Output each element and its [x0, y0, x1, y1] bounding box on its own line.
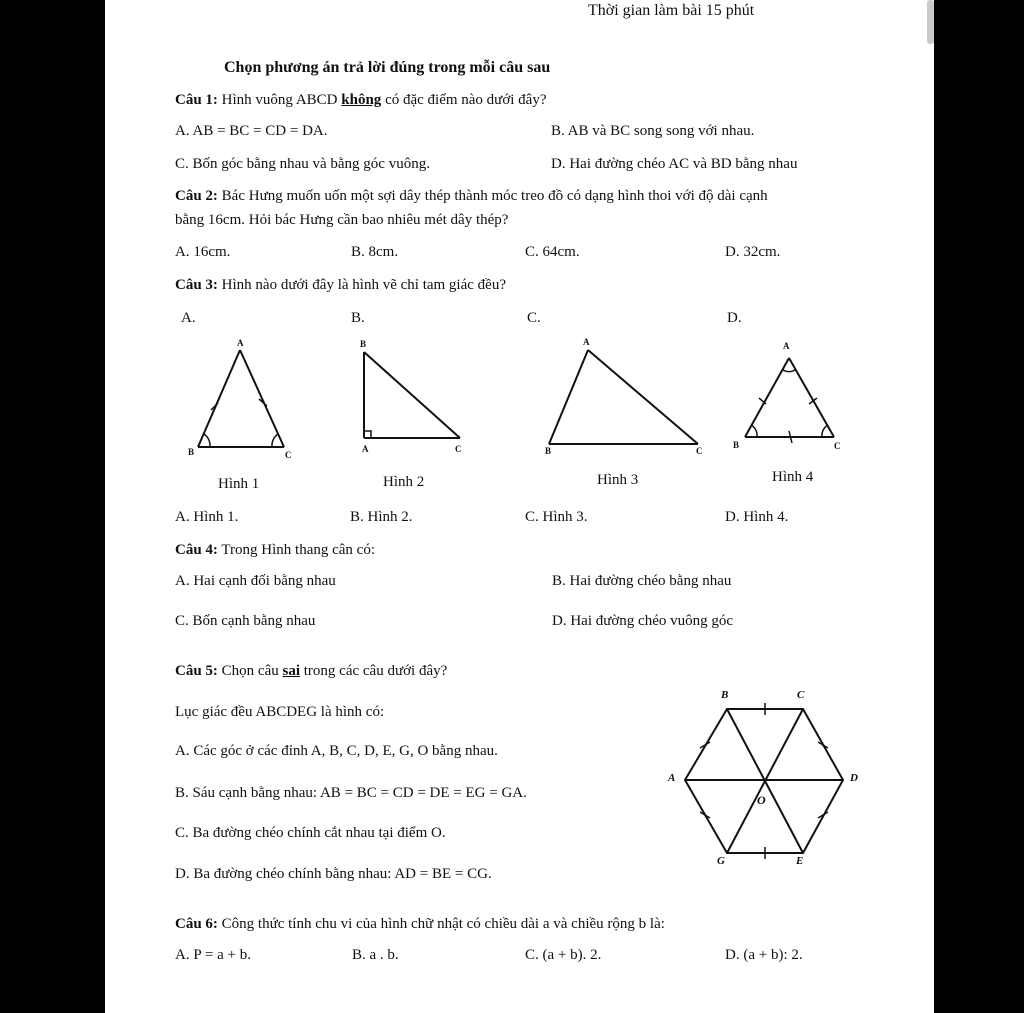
q3-col-label-a: A. — [181, 310, 196, 326]
hex-vertex-e: E — [796, 855, 804, 867]
q5-intro: Lục giác đều ABCDEG là hình có: — [175, 704, 385, 720]
q6-text: Công thức tính chu vi của hình chữ nhật có chiều dài a và chiều rộng b là: — [221, 916, 665, 932]
time-limit: Thời gian làm bài 15 phút — [588, 2, 755, 19]
hex-vertex-g: G — [717, 855, 725, 867]
q1-option-d: D. Hai đường chéo AC và BD bằng nhau — [551, 156, 798, 172]
q5-option-d: D. Ba đường chéo chính bằng nhau: AD = BE = CG. — [175, 866, 492, 882]
q4-text: Trong Hình thang cân có: — [221, 542, 376, 558]
caption-hinh-4: Hình 4 — [772, 469, 814, 485]
fig3-vertex-c: C — [696, 446, 703, 456]
caption-hinh-2: Hình 2 — [383, 474, 425, 490]
q4-option-b: B. Hai đường chéo bằng nhau — [552, 573, 732, 589]
q4-label: Câu 4: — [175, 542, 218, 558]
q3-label: Câu 3: — [175, 277, 218, 293]
q3-text: Hình nào dưới đây là hình vẽ chỉ tam giác đều? — [221, 277, 506, 293]
q1-option-c: C. Bốn góc bằng nhau và bằng góc vuông. — [175, 156, 430, 172]
q2-option-a: A. 16cm. — [175, 244, 231, 260]
q6-option-b: B. a . b. — [352, 947, 399, 963]
fig4-vertex-b: B — [733, 440, 740, 450]
q3-option-a: A. Hình 1. — [175, 509, 239, 525]
fig1-vertex-c: C — [285, 450, 292, 460]
hex-center-o: O — [757, 793, 766, 807]
q5-text-pre: Chọn câu — [221, 663, 279, 679]
q2-label: Câu 2: — [175, 188, 218, 204]
q3-option-d: D. Hình 4. — [725, 509, 789, 525]
q1-emphasis: không — [341, 92, 382, 108]
q4-option-a: A. Hai cạnh đối bằng nhau — [175, 573, 336, 589]
fig3-vertex-a: A — [583, 337, 590, 347]
instruction-heading: Chọn phương án trả lời đúng trong mỗi câu sau — [224, 59, 551, 76]
q5-text-post: trong các câu dưới đây? — [303, 663, 448, 679]
q5-option-a: A. Các góc ở các đỉnh A, B, C, D, E, G, O bằng nhau. — [175, 743, 498, 759]
q5-label: Câu 5: — [175, 663, 218, 679]
q1-label: Câu 1: — [175, 92, 218, 108]
q3-col-label-c: C. — [527, 310, 541, 326]
caption-hinh-3: Hình 3 — [597, 472, 639, 488]
hex-vertex-c: C — [797, 689, 805, 701]
q6-option-d: D. (a + b): 2. — [725, 947, 803, 963]
fig1-vertex-a: A — [237, 338, 244, 348]
q6-option-a: A. P = a + b. — [175, 947, 251, 963]
question-6 — [175, 915, 665, 933]
q4-option-d: D. Hai đường chéo vuông góc — [552, 613, 734, 629]
q5-option-c: C. Ba đường chéo chính cắt nhau tại điểm O. — [175, 825, 446, 841]
q2-option-c: C. 64cm. — [525, 244, 580, 260]
q3-option-c: C. Hình 3. — [525, 509, 588, 525]
q3-option-b: B. Hình 2. — [350, 509, 413, 525]
fig2-vertex-a: A — [362, 444, 369, 454]
q3-col-label-d: D. — [727, 310, 742, 326]
q1-option-b: B. AB và BC song song với nhau. — [551, 123, 755, 139]
q5-option-b: B. Sáu cạnh bằng nhau: AB = BC = CD = DE = EG = GA. — [175, 785, 527, 801]
q3-col-label-b: B. — [351, 310, 365, 326]
q6-option-c: C. (a + b). 2. — [525, 947, 602, 963]
q5-emphasis: sai — [282, 663, 301, 679]
q2-option-b: B. 8cm. — [351, 244, 399, 260]
fig4-vertex-c: C — [834, 441, 841, 451]
q2-text-line2: bằng 16cm. Hỏi bác Hưng cần bao nhiêu mét dây thép? — [175, 212, 509, 228]
q2-text-line1: Bác Hưng muốn uốn một sợi dây thép thành móc treo đồ có dạng hình thoi với độ dài cạnh — [221, 188, 768, 204]
q1-option-a: A. AB = BC = CD = DA. — [175, 123, 328, 139]
q1-text-pre: Hình vuông ABCD — [221, 92, 338, 108]
q6-label: Câu 6: — [175, 916, 218, 932]
hex-vertex-d: D — [850, 772, 858, 784]
fig2-vertex-c: C — [455, 444, 462, 454]
q4-option-c: C. Bốn cạnh bằng nhau — [175, 613, 316, 629]
hex-vertex-a: A — [668, 772, 676, 784]
fig1-vertex-b: B — [188, 447, 195, 457]
q2-option-d: D. 32cm. — [725, 244, 781, 260]
caption-hinh-1: Hình 1 — [218, 476, 260, 492]
fig3-vertex-b: B — [545, 446, 552, 456]
fig4-vertex-a: A — [783, 341, 790, 351]
fig2-vertex-b: B — [360, 339, 367, 349]
q1-text-post: có đặc điểm nào dưới đây? — [385, 92, 547, 108]
hex-vertex-b: B — [721, 689, 729, 701]
